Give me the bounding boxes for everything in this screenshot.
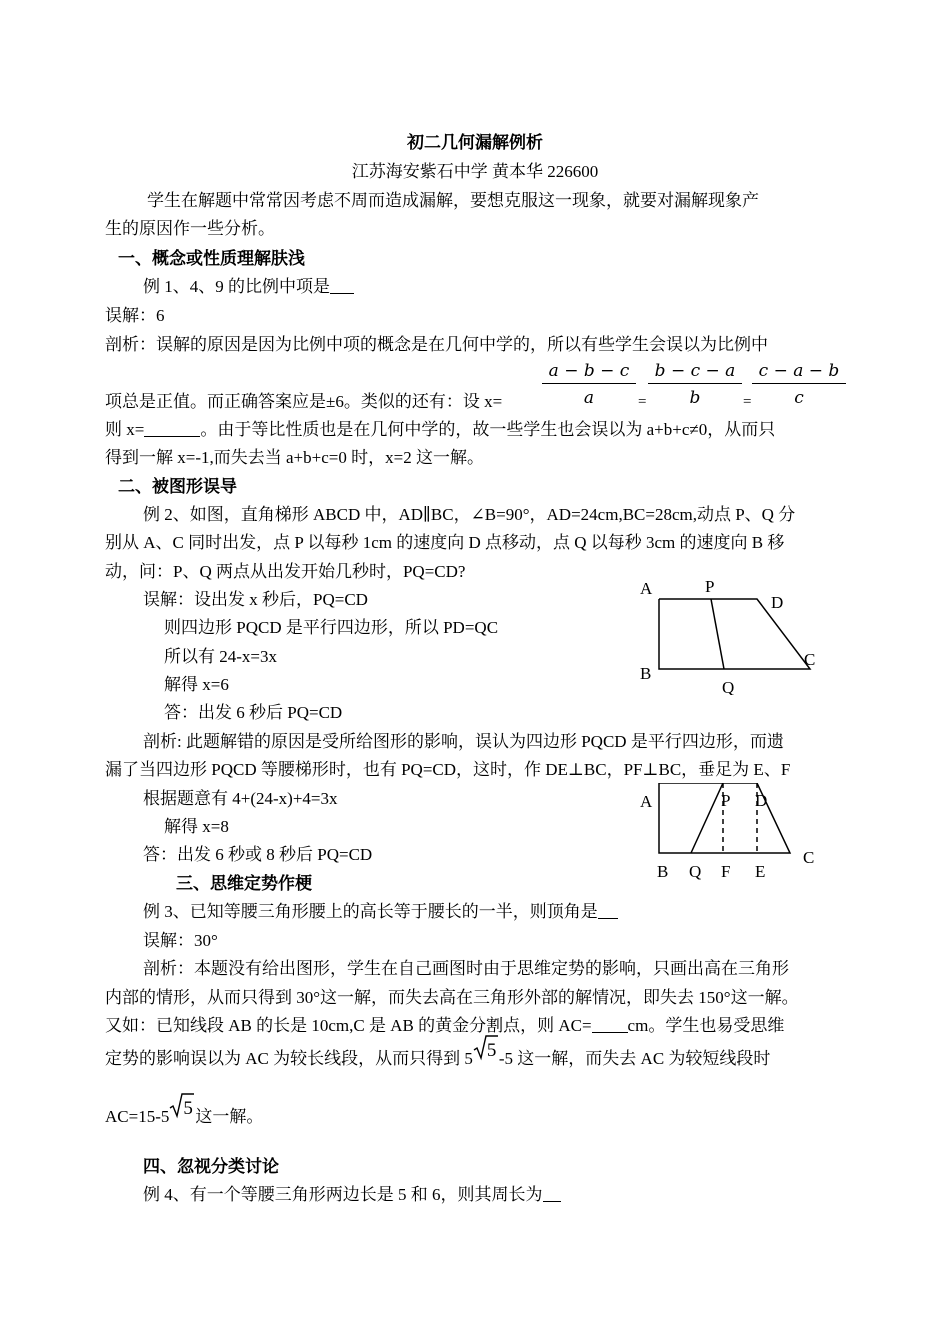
example-1: 例 1、4、9 的比例中项是 <box>143 276 354 298</box>
example-2-wrong-4: 解得 x=6 <box>164 675 229 694</box>
fraction-2 <box>648 361 742 408</box>
figure-2-label-f: F <box>721 862 731 881</box>
author-line: 江苏海安紫石中学 黄本华 226600 <box>351 162 599 181</box>
figure-2-label-p: P <box>721 791 731 810</box>
section-1-heading: 一、概念或性质理解肤浅 <box>118 249 305 268</box>
figure-1-label-b: B <box>640 664 652 683</box>
figure-2-label-a: A <box>640 792 653 811</box>
figure-2-segment-pq <box>691 783 723 853</box>
section-3-heading: 三、思维定势作梗 <box>176 874 312 893</box>
example-3-analysis-1: 剖析：本题没有给出图形，学生在自己画图时由于思维定势的影响，只画出高在三角形 <box>143 959 789 978</box>
figure-1-label-c: C <box>804 650 816 669</box>
intro-line-1: 学生在解题中常常因考虑不周而造成漏解，要想克服这一现象，就要对漏解现象产 <box>147 191 759 210</box>
example-2-analysis-5: 答：出发 6 秒或 8 秒后 PQ=CD <box>143 845 373 864</box>
figure-1-label-p: P <box>705 577 715 596</box>
figure-1-outline <box>659 599 810 669</box>
example-2-analysis-2: 漏了当四边形 PQCD 等腰梯形时，也有 PQ=CD，这时，作 DE⊥BC，PF⊥BC，垂足为 E、F <box>105 760 791 779</box>
example-1-analysis-4: 得到一解 x=-1,而失去当 a+b+c=0 时，x=2 这一解。 <box>105 448 484 467</box>
fraction-1 <box>542 361 636 408</box>
example-1-analysis-2: 项总是正值。而正确答案应是±6。类似的还有：设 x= <box>105 392 503 411</box>
example-3-analysis-4: 定势的影响误以为 AC 为较长线段，从而只得到 5 5 -5 这一解，而失去 AC 为较短线段时 <box>105 1048 770 1070</box>
section-4-heading: 四、忽视分类讨论 <box>143 1157 279 1176</box>
figure-1-label-q: Q <box>722 678 735 695</box>
figure-2-label-c: C <box>803 848 815 867</box>
figure-1-label-a: A <box>640 579 653 598</box>
figure-1-label-d: D <box>771 593 784 612</box>
trapezoid-figure-2 <box>635 783 835 883</box>
fraction-3-denominator: c <box>794 388 804 408</box>
example-3-analysis-5: AC=15-5 5 这一解。 <box>105 1106 263 1128</box>
section-2-heading: 二、被图形误导 <box>118 477 237 496</box>
example-2-analysis-1: 剖析: 此题解错的原因是受所给图形的影响，误认为四边形 PQCD 是平行四边形，而遗 <box>143 732 784 751</box>
page-title: 初二几何漏解例析 <box>407 133 543 152</box>
example-1-wrong: 误解：6 <box>105 306 165 325</box>
example-3-analysis-2: 内部的情形，从而只得到 30°这一解，而失去高在三角形外部的解情况，即失去 150°这一解。 <box>105 988 799 1007</box>
example-2-wrong-2: 则四边形 PQCD 是平行四边形，所以 PD=QC <box>164 618 499 637</box>
equals-sign-2: = <box>743 394 752 410</box>
example-3-analysis-3: 又如：已知线段 AB 的长是 10cm,C 是 AB 的黄金分割点，则 AC= cm。学生也易受思维 <box>105 1016 785 1035</box>
fraction-1-numerator: a − b − c <box>542 361 636 384</box>
figure-2-label-q: Q <box>689 862 702 881</box>
example-2-analysis-4: 解得 x=8 <box>164 817 229 836</box>
fraction-2-numerator: b − c − a <box>648 361 742 384</box>
equals-sign-1: = <box>638 394 647 410</box>
example-2-analysis-3: 根据题意有 4+(24-x)+4=3x <box>143 789 338 808</box>
figure-2-label-b: B <box>657 862 669 881</box>
sqrt-5-expression: 5 <box>473 1048 499 1070</box>
fraction-1-denominator: a <box>583 388 595 408</box>
example-2-line-2: 别从 A、C 同时出发，点 P 以每秒 1cm 的速度向 D 点移动，点 Q 以每秒 3cm 的速度向 B 移 <box>105 533 785 552</box>
example-3-wrong: 误解：30° <box>143 931 218 950</box>
example-2-line-1: 例 2、如图，直角梯形 ABCD 中，AD∥BC，∠B=90°，AD=24cm,BC=28cm,动点 P、Q 分 <box>143 505 796 524</box>
fraction-3 <box>752 361 846 408</box>
example-2-wrong-1: 误解：设出发 x 秒后，PQ=CD <box>143 590 368 609</box>
figure-2-label-d: D <box>755 791 768 810</box>
example-1-analysis-3: 则 x= 。由于等比性质也是在几何中学的，故一些学生也会误以为 a+b+c≠0，从而只 <box>105 420 776 439</box>
figure-1-segment-pq <box>711 599 724 669</box>
fraction-3-numerator: c − a − b <box>752 361 846 384</box>
example-4: 例 4、有一个等腰三角形两边长是 5 和 6，则其周长为 <box>143 1184 561 1206</box>
example-2-wrong-3: 所以有 24-x=3x <box>164 647 277 666</box>
example-2-line-3: 动，问：P、Q 两点从出发开始几秒时，PQ=CD? <box>105 562 466 581</box>
figure-2-label-e: E <box>755 862 766 881</box>
fraction-2-denominator: b <box>689 388 701 408</box>
example-2-wrong-5: 答：出发 6 秒后 PQ=CD <box>164 703 343 722</box>
sqrt-5-expression-2: 5 <box>169 1106 195 1128</box>
example-1-analysis-1: 剖析：误解的原因是因为比例中项的概念是在几何中学的，所以有些学生会误以为比例中 <box>105 335 768 354</box>
trapezoid-figure-1 <box>635 575 835 695</box>
intro-line-2: 生的原因作一些分析。 <box>105 219 275 238</box>
example-3: 例 3、已知等腰三角形腰上的高长等于腰长的一半，则顶角是 <box>143 901 618 923</box>
